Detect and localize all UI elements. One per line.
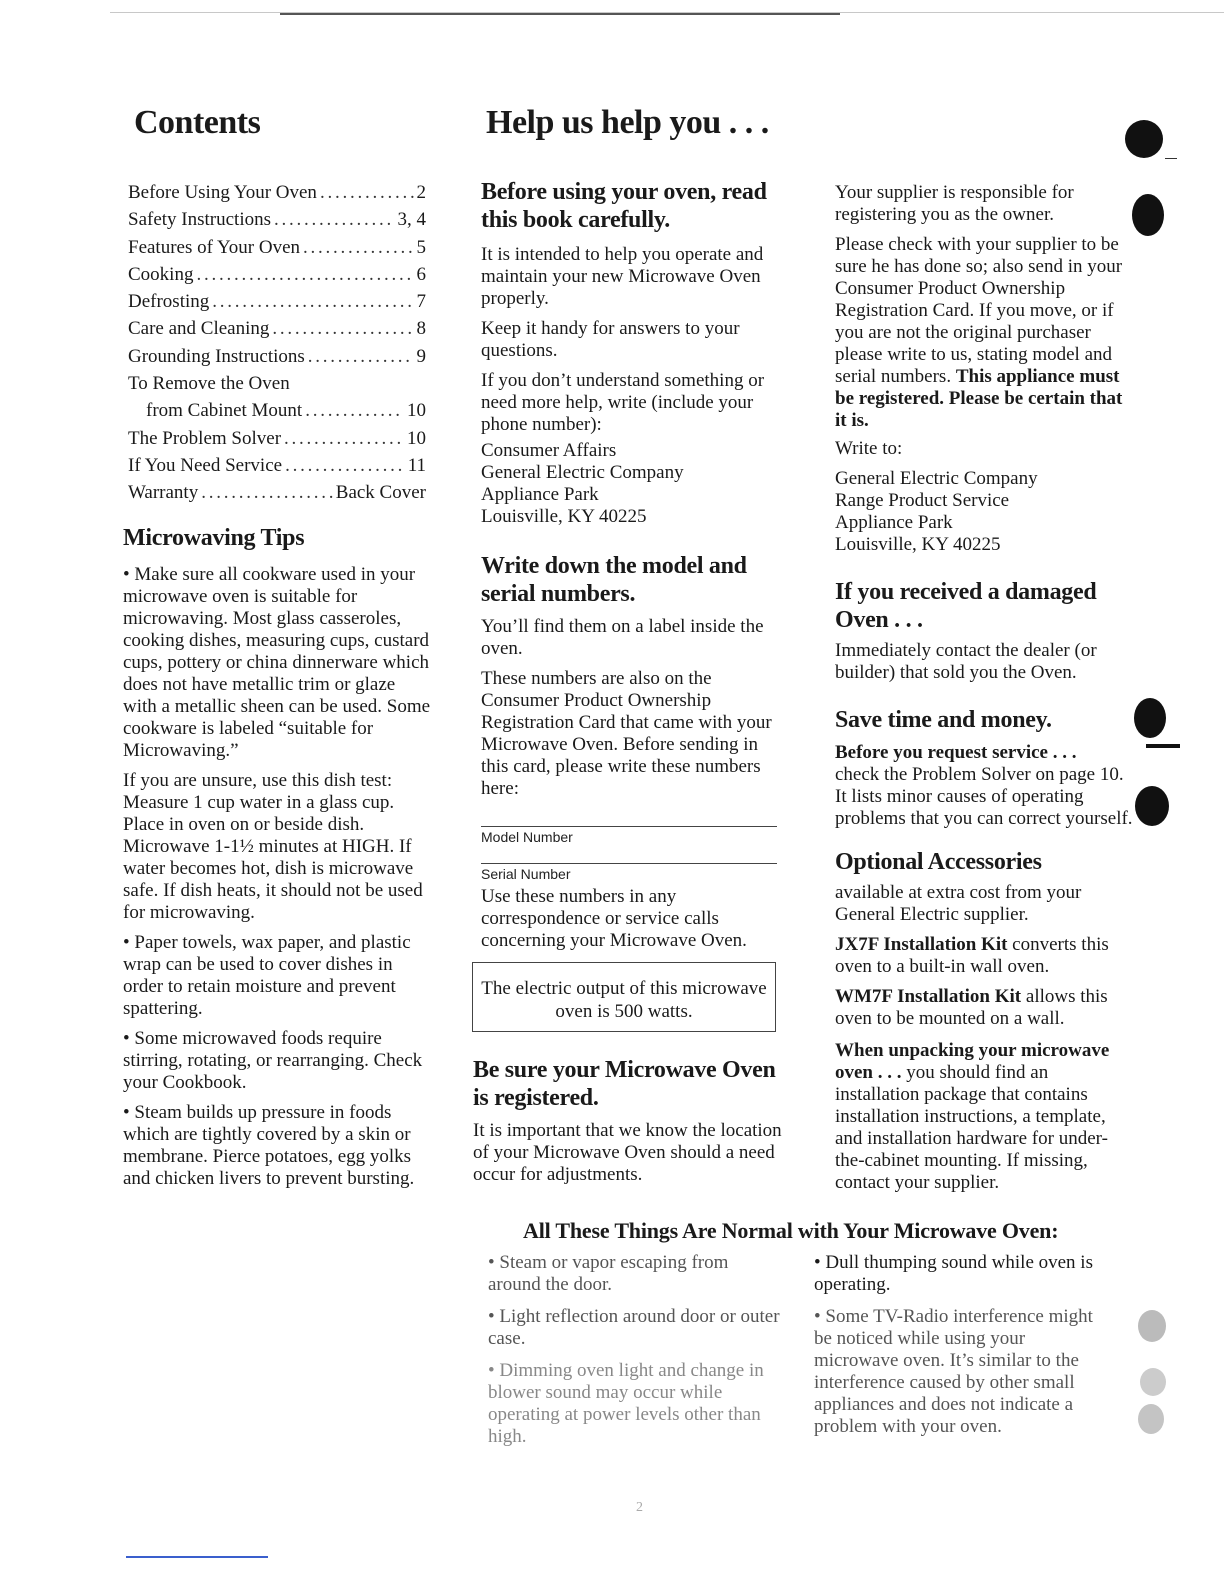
save-bold-lead: Before you request service . . . [835,742,1077,763]
toc-item: Features of Your Oven . . . 5 [128,234,426,261]
address-line: Consumer Affairs [481,440,617,461]
toc-item: Care and Cleaning . . . 8 [128,315,426,342]
bottom-blue-rule [126,1556,268,1558]
punch-hole-mark [1135,786,1169,826]
before-paragraph: It is intended to help you operate and maintain your new Microwave Oven properly. [481,244,764,309]
supplier-paragraph: Please check with your supplier to be sure he has done so; also send in your Consumer Product Ownership Registration Card. If you move, or if you are not the original purchaser please write to us, stating model and serial numbers. This appliance must be registered. Please be certain that it is. [835,234,1123,431]
punch-hole-mark [1132,194,1164,236]
normal-things-heading: All These Things Are Normal with Your Microwave Oven: [523,1218,1059,1243]
punch-hole-mark [1134,698,1166,738]
registration-paragraph: It is important that we know the location of your Microwave Oven should a need occur for adjustments. [473,1120,782,1185]
address-line: Louisville, KY 40225 [481,506,647,527]
tip-paragraph: • Make sure all cookware used in your microwave oven is suitable for microwaving. Most glass casseroles, cooking dishes, measuring cups, custard cups, pottery or china dinnerware which does not have metallic trim or glaze with a metallic sheen can be used. Some cookware is labeled “suitable for Microwaving.” [123,564,431,761]
toc-item: Warranty . . . Back Cover [128,479,426,506]
right-column [835,182,1135,1202]
toc-item: Safety Instructions . . . 3, 4 [128,206,426,233]
accessory-kit: JX7F Installation Kit converts this oven to a built-in wall oven. [835,934,1109,977]
page-number: 2 [636,1500,643,1515]
toc-item: If You Need Service . . . 11 [128,452,426,479]
table-of-contents [128,179,426,507]
contents-title: Contents [134,104,261,141]
toc-item: Before Using Your Oven . . . 2 [128,179,426,206]
normal-right-list [814,1252,1110,1448]
address-line: General Electric Company [835,468,1038,489]
accessory-kit: WM7F Installation Kit allows this oven to be mounted on a wall. [835,986,1108,1029]
address-line: Appliance Park [835,512,953,533]
list-item: • Steam or vapor escaping from around the door. [488,1252,729,1295]
write-paragraph: These numbers are also on the Consumer Product Ownership Registration Card that came with your Microwave Oven. Before sending in this card, please write these numbers here: [481,668,772,799]
accessories-paragraph: available at extra cost from your General Electric supplier. [835,882,1082,925]
save-paragraph: check the Problem Solver on page 10. It lists minor causes of operating problems that you can correct yourself. [835,764,1133,829]
punch-hole-mark [1138,1404,1164,1434]
list-item: • Dull thumping sound while oven is operating. [814,1252,1093,1295]
model-number-label: Model Number [481,829,573,845]
punch-hole-mark [1140,1368,1166,1396]
tips-heading: Microwaving Tips [123,525,305,551]
list-item: • Dimming oven light and change in blower sound may occur while operating at power levels other than high. [488,1360,764,1447]
before-heading: Before using your oven, read this book carefully. [481,179,767,233]
output-notice-box: The electric output of this microwave oven is 500 watts. [472,962,776,1032]
microwaving-tips [123,524,433,1198]
registration-heading: Be sure your Microwave Oven is registered. [473,1057,776,1111]
supplier-paragraph: Your supplier is responsible for registering you as the owner. [835,182,1074,225]
top-rule-dark [280,13,840,15]
toc-item: Defrosting . . . 7 [128,288,426,315]
address-line: General Electric Company [481,462,684,483]
registration-section [473,1056,783,1194]
punch-hole-tick [1165,158,1177,159]
damaged-heading: If you received a damaged Oven . . . [835,579,1097,633]
help-column [481,178,781,960]
punch-hole-tick [1146,744,1180,748]
toc-item: from Cabinet Mount . . . 10 [128,397,426,424]
list-item: • Light reflection around door or outer case. [488,1306,780,1349]
before-paragraph: Keep it handy for answers to your questions. [481,318,740,361]
address-line: Appliance Park [481,484,599,505]
list-item: • Some TV-Radio interference might be noticed while using your microwave oven. It’s similar to the interference caused by other small appliances and does not indicate a problem with your oven. [814,1306,1093,1437]
tip-paragraph: • Some microwaved foods require stirring, rotating, or rearranging. Check your Cookbook. [123,1028,423,1093]
tip-paragraph: • Paper towels, wax paper, and plastic wrap can be used to cover dishes in order to retain moisture and prevent spattering. [123,932,411,1019]
address-line: Range Product Service [835,490,1010,511]
punch-hole-mark [1125,120,1163,158]
damaged-paragraph: Immediately contact the dealer (or builder) that sold you the Oven. [835,640,1097,683]
write-paragraph: Use these numbers in any correspondence or service calls concerning your Microwave Oven. [481,886,747,951]
unpacking-paragraph: When unpacking your microwave oven . . . you should find an installation package that contains installation instructions, a template, and installation hardware for under-the-cabinet mounting. If missing, contact your supplier. [835,1040,1110,1193]
address-line: Louisville, KY 40225 [835,534,1001,555]
normal-left-list [488,1252,784,1458]
punch-hole-mark [1138,1310,1166,1342]
toc-item: To Remove the Oven [128,373,290,395]
help-title: Help us help you . . . [486,104,769,141]
before-paragraph: If you don’t understand something or need more help, write (include your phone number): [481,370,765,435]
write-to-label: Write to: [835,438,903,459]
write-paragraph: You’ll find them on a label inside the oven. [481,616,764,659]
tip-paragraph: If you are unsure, use this dish test: Measure 1 cup water in a glass cup. Place in oven on or beside dish. Microwave 1-1½ minutes at HIGH. If water becomes hot, dish is microwave safe. If dish heats, it should not be used for microwaving. [123,770,423,923]
toc-item: The Problem Solver . . . 10 [128,425,426,452]
accessories-heading: Optional Accessories [835,849,1042,875]
save-time-heading: Save time and money. [835,707,1052,733]
serial-number-label: Serial Number [481,866,571,882]
serial-number-line [481,863,777,864]
toc-item: Grounding Instructions . . . 9 [128,343,426,370]
model-number-line [481,826,777,827]
toc-item: Cooking . . . 6 [128,261,426,288]
tip-paragraph: • Steam builds up pressure in foods which are tightly covered by a skin or membrane. Pierce potatoes, egg yolks and chicken livers to prevent bursting. [123,1102,415,1189]
write-down-heading: Write down the model and serial numbers. [481,553,747,607]
